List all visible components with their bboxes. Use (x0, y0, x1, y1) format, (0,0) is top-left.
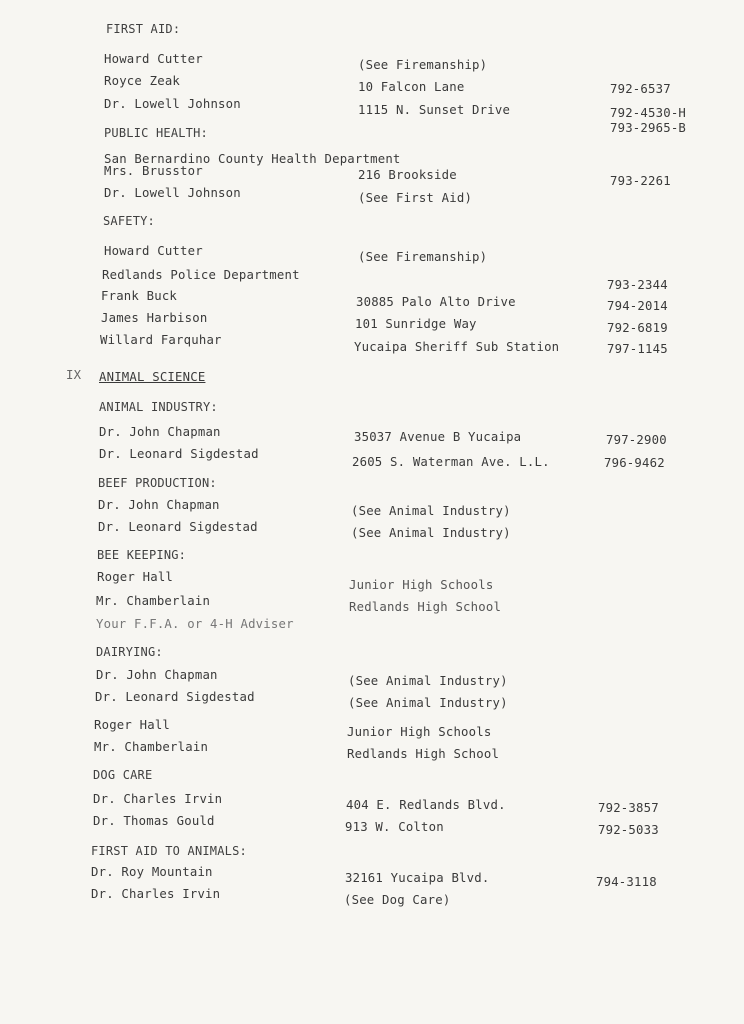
contact-address: 216 Brookside (358, 168, 457, 182)
contact-address: 1115 N. Sunset Drive (358, 103, 511, 117)
contact-name: Mr. Chamberlain (94, 740, 209, 754)
main-heading: ANIMAL SCIENCE (99, 370, 206, 384)
contact-name: Mr. Chamberlain (96, 594, 211, 608)
contact-phone: 797-2900 (606, 433, 667, 447)
contact-name: Dr. Lowell Johnson (104, 186, 241, 200)
contact-name: Dr. Leonard Sigdestad (99, 447, 259, 461)
contact-address: 10 Falcon Lane (358, 80, 465, 94)
contact-address: 2605 S. Waterman Ave. L.L. (352, 455, 550, 469)
subsection-heading-bee-keeping: BEE KEEPING: (97, 548, 187, 562)
contact-name: Frank Buck (101, 289, 178, 303)
contact-name: James Harbison (101, 311, 208, 325)
contact-name: Roger Hall (97, 570, 174, 584)
section-heading-safety: SAFETY: (103, 214, 155, 228)
contact-name: Dr. Charles Irvin (91, 887, 221, 901)
contact-address: (See Animal Industry) (351, 526, 511, 540)
contact-name: Dr. Roy Mountain (91, 865, 213, 879)
contact-phone: 792-6819 (607, 321, 668, 335)
contact-address: (See Animal Industry) (348, 696, 508, 710)
section-heading-first-aid: FIRST AID: (106, 22, 181, 36)
contact-phone: 792-4530-H (610, 106, 687, 120)
margin-mark: IX (66, 368, 82, 382)
contact-address: (See Animal Industry) (348, 674, 508, 688)
contact-name: Dr. Thomas Gould (93, 814, 215, 828)
contact-address: (See Animal Industry) (351, 504, 511, 518)
contact-phone: 792-3857 (598, 801, 659, 815)
contact-phone: 794-3118 (596, 875, 657, 889)
contact-address: 404 E. Redlands Blvd. (346, 798, 506, 812)
contact-name: Mrs. Brusstor (104, 164, 203, 178)
contact-phone: 793-2344 (607, 278, 668, 292)
contact-name: Dr. John Chapman (99, 425, 221, 439)
contact-address: 101 Sunridge Way (355, 317, 477, 331)
contact-address: 35037 Avenue B Yucaipa (354, 430, 522, 444)
contact-address: (See Firemanship) (358, 58, 488, 72)
contact-name: Dr. John Chapman (96, 668, 218, 682)
subsection-heading-dog-care: DOG CARE (93, 768, 153, 782)
contact-address: Redlands High School (347, 747, 500, 761)
contact-name: Dr. Charles Irvin (93, 792, 223, 806)
contact-phone-secondary: 793-2965-B (610, 121, 687, 135)
contact-address: (See Dog Care) (344, 893, 451, 907)
contact-address: 30885 Palo Alto Drive (356, 295, 516, 309)
contact-name: Howard Cutter (104, 244, 203, 258)
subsection-heading-dairying: DAIRYING: (96, 645, 163, 659)
contact-name: Dr. Lowell Johnson (104, 97, 241, 111)
contact-address: 913 W. Colton (345, 820, 444, 834)
contact-name: Your F.F.A. or 4-H Adviser (96, 617, 294, 631)
contact-address: Junior High Schools (349, 578, 494, 592)
subsection-heading-beef-production: BEEF PRODUCTION: (98, 476, 217, 490)
contact-address: 32161 Yucaipa Blvd. (345, 871, 490, 885)
contact-phone: 797-1145 (607, 342, 668, 356)
contact-name: Dr. John Chapman (98, 498, 220, 512)
contact-name: Roger Hall (94, 718, 171, 732)
contact-name: Redlands Police Department (102, 268, 300, 282)
section-heading-public-health: PUBLIC HEALTH: (104, 126, 208, 140)
contact-name: Dr. Leonard Sigdestad (98, 520, 258, 534)
contact-address: Yucaipa Sheriff Sub Station (354, 340, 560, 354)
contact-address: Redlands High School (349, 600, 502, 614)
contact-address: (See First Aid) (358, 191, 473, 205)
contact-name: Howard Cutter (104, 52, 203, 66)
subsection-heading-first-aid-to-animals: FIRST AID TO ANIMALS: (91, 844, 247, 858)
contact-name: Dr. Leonard Sigdestad (95, 690, 255, 704)
contact-name: Royce Zeak (104, 74, 181, 88)
contact-phone: 796-9462 (604, 456, 665, 470)
contact-phone: 792-5033 (598, 823, 659, 837)
contact-phone: 794-2014 (607, 299, 668, 313)
contact-name: San Bernardino County Health Department (104, 152, 401, 166)
contact-phone: 792-6537 (610, 82, 671, 96)
contact-phone: 793-2261 (610, 174, 671, 188)
subsection-heading-animal-industry: ANIMAL INDUSTRY: (99, 400, 218, 414)
contact-name: Willard Farquhar (100, 333, 222, 347)
contact-address: Junior High Schools (347, 725, 492, 739)
contact-address: (See Firemanship) (358, 250, 488, 264)
